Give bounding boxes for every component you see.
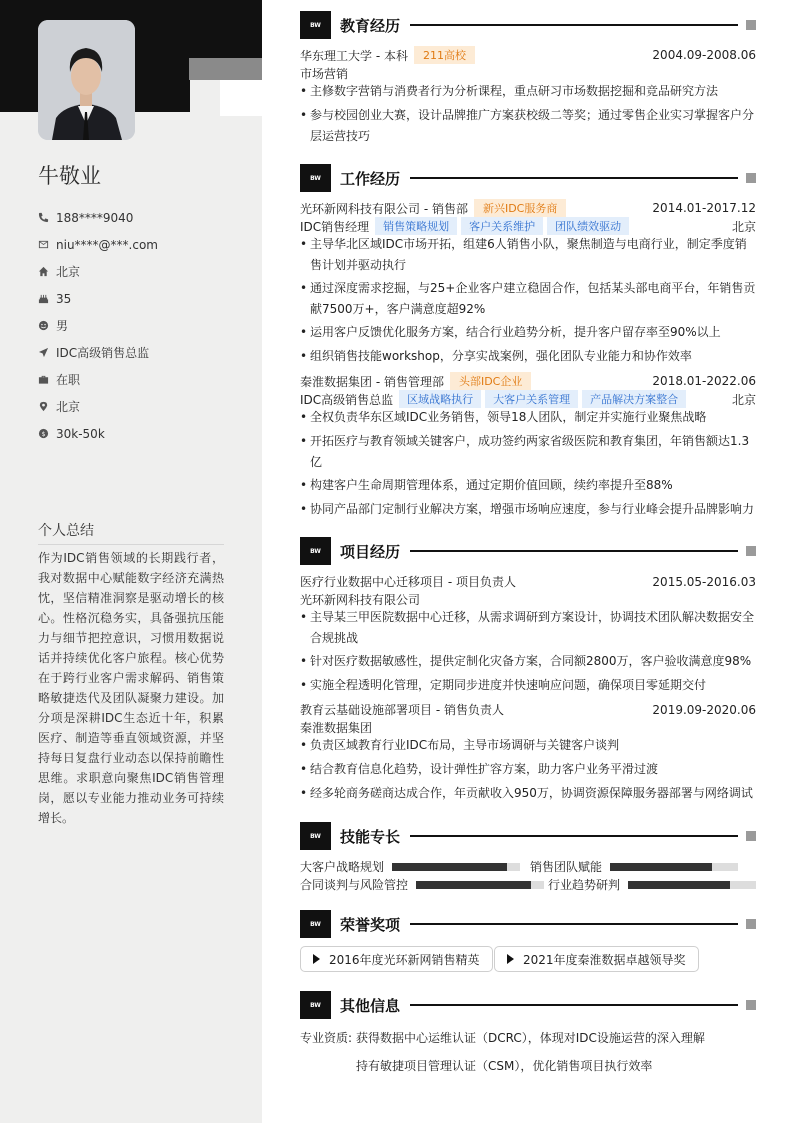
job-bullet: • 开拓医疗与教育领域关键客户，成功签约两家省级医院和教育集团，年销售额达1.3亿 — [300, 431, 756, 473]
status-text: 在职 — [56, 373, 81, 387]
skill-name: 销售团队赋能 — [530, 860, 603, 874]
header-white-block — [220, 80, 262, 116]
svg-text:$: $ — [41, 429, 46, 438]
job-city: 北京 — [731, 392, 756, 407]
section-square — [746, 173, 756, 183]
face-icon — [38, 320, 56, 331]
info-age — [38, 285, 248, 312]
location-text: 北京 — [56, 265, 81, 279]
info-gender — [38, 312, 248, 339]
job-title-row — [300, 390, 756, 408]
section-icon: BW — [300, 910, 331, 938]
project-bullet: • 实施全程透明化管理，定期同步进度并快速响应问题，确保项目零延期交付 — [300, 675, 756, 696]
skills-row — [300, 858, 756, 875]
skill-tag: 客户关系维护 — [461, 217, 543, 235]
section-skills-header — [300, 822, 756, 850]
info-phone — [38, 204, 248, 231]
job-row — [300, 372, 756, 390]
section-awards-header — [300, 910, 756, 938]
job-bullet: • 组织销售技能workshop，分享实战案例，强化团队专业能力和协作效率 — [300, 346, 756, 367]
skill-tag: 大客户关系管理 — [485, 390, 578, 408]
job-bullet: • 构建客户生命周期管理体系，通过定期价值回顾，续约率提升至88% — [300, 475, 756, 496]
job-company: 光环新网科技有限公司 - 销售部 — [300, 201, 468, 216]
education-date: 2004.09-2008.06 — [652, 48, 756, 62]
skill-name: 行业趋势研判 — [548, 878, 621, 892]
section-divider — [410, 835, 738, 837]
phone-icon — [38, 212, 56, 223]
summary-title: 个人总结 — [38, 520, 224, 545]
info-location — [38, 258, 248, 285]
gender-text: 男 — [56, 319, 69, 333]
skill-tag: 销售策略规划 — [375, 217, 457, 235]
education-bullet: • 参与校园创业大赛，设计品牌推广方案获校级二等奖；通过零售企业实习掌握客户分层运营技巧 — [300, 105, 756, 147]
play-icon — [313, 954, 320, 964]
skill-name: 合同谈判与风险管控 — [300, 878, 409, 892]
school-tag: 211高校 — [414, 46, 475, 64]
section-square — [746, 919, 756, 929]
school-name: 华东理工大学 - 本科 — [300, 48, 408, 63]
project-name: 医疗行业数据中心迁移项目 - 项目负责人 — [300, 575, 516, 589]
coin-icon — [38, 428, 56, 439]
info-email — [38, 231, 248, 258]
skill-name: 大客户战略规划 — [300, 860, 385, 874]
project-bullet: • 经多轮商务磋商达成合作，年贡献收入950万，协调资源保障服务器部署与网络调试 — [300, 783, 756, 804]
section-icon: BW — [300, 537, 331, 565]
skill-tag: 区域战略执行 — [399, 390, 481, 408]
company-tag: 头部IDC企业 — [450, 372, 531, 390]
education-row — [300, 46, 756, 64]
skill-tag: 产品解决方案整合 — [582, 390, 686, 408]
job-bullet: • 运用客户反馈优化服务方案，结合行业趋势分析，提升客户留存率至90%以上 — [300, 322, 756, 343]
send-icon — [38, 347, 56, 358]
expected-city-text: 北京 — [56, 400, 81, 414]
project-bullet: • 主导某三甲医院数据中心迁移，从需求调研到方案设计，协调技术团队解决数据安全合规挑战 — [300, 607, 756, 649]
map-pin-icon — [38, 401, 56, 412]
skill-tag: 团队绩效驱动 — [547, 217, 629, 235]
section-project-header — [300, 537, 756, 565]
section-title: 工作经历 — [340, 169, 401, 188]
section-square — [746, 831, 756, 841]
project-org-row — [300, 719, 756, 736]
info-expected-city — [38, 393, 248, 420]
sidebar — [0, 0, 262, 1123]
home-icon — [38, 266, 56, 277]
email-text: niu****@***.com — [56, 237, 158, 252]
other-label: 专业资质: — [300, 1031, 353, 1045]
section-title: 其他信息 — [340, 996, 401, 1015]
salary-text: 30k-50k — [56, 426, 105, 441]
award-item — [494, 946, 699, 972]
other-line: 持有敏捷项目管理认证（CSM），优化销售项目执行效率 — [356, 1059, 653, 1073]
project-bullet: • 针对医疗数据敏感性，提供定制化灾备方案，合同额2800万，客户验收满意度98% — [300, 651, 756, 672]
section-divider — [410, 923, 738, 925]
info-salary — [38, 420, 248, 447]
profile-photo — [38, 20, 135, 140]
section-divider — [410, 24, 738, 26]
candidate-name: 牛敬业 — [38, 164, 101, 188]
skill-bar — [610, 863, 738, 871]
job-title: IDC高级销售总监 — [300, 392, 394, 407]
age-text: 35 — [56, 291, 72, 306]
section-icon: BW — [300, 11, 331, 39]
job-bullet: • 协同产品部门定制行业解决方案，增强市场响应速度，参与行业峰会提升品牌影响力 — [300, 499, 756, 520]
major-row — [300, 65, 756, 82]
mail-icon — [38, 239, 56, 250]
section-icon: BW — [300, 822, 331, 850]
job-city: 北京 — [731, 219, 756, 234]
project-bullet: • 负责区域教育行业IDC布局，主导市场调研与关键客户谈判 — [300, 735, 756, 756]
project-name: 教育云基础设施部署项目 - 销售负责人 — [300, 703, 504, 717]
section-title: 荣誉奖项 — [340, 915, 401, 934]
section-divider — [410, 177, 738, 179]
skills-row — [300, 876, 756, 893]
award-text: 2016年度光环新网销售精英 — [329, 952, 480, 967]
section-square — [746, 1000, 756, 1010]
job-date: 2014.01-2017.12 — [652, 201, 756, 215]
project-row — [300, 573, 756, 590]
other-line: 获得数据中心运维认证（DCRC），体现对IDC设施运营的深入理解 — [356, 1031, 705, 1045]
skill-bar-fill — [416, 881, 531, 889]
section-title: 项目经历 — [340, 542, 401, 561]
play-icon — [507, 954, 514, 964]
project-row — [300, 701, 756, 718]
education-bullet: • 主修数字营销与消费者行为分析课程，重点研习市场数据挖掘和竞品研究方法 — [300, 81, 756, 102]
job-title: IDC销售经理 — [300, 219, 370, 234]
job-title-row — [300, 217, 756, 235]
section-icon: BW — [300, 164, 331, 192]
section-icon: BW — [300, 991, 331, 1019]
project-org: 光环新网科技有限公司 — [300, 593, 421, 607]
section-education-header — [300, 11, 756, 39]
project-date: 2015.05-2016.03 — [652, 574, 756, 589]
job-row — [300, 199, 756, 217]
skill-bar — [628, 881, 756, 889]
contact-info-list — [38, 204, 248, 447]
major: 市场营销 — [300, 67, 349, 81]
info-position — [38, 339, 248, 366]
skill-bar — [392, 863, 520, 871]
info-status — [38, 366, 248, 393]
summary-text: 作为IDC销售领域的长期践行者，我对数据中心赋能数字经济充满热忱，坚信精准洞察是驱动增长的核心。性格沉稳务实，具备强抗压能力与细节把控意识，习惯用数据说话并持续优化客户旅程。核心优势在于跨行业客户需求解码、销售策略敏捷迭代及团队凝聚力建设。加分项是深耕IDC生态近十年，积累医疗、制造等垂直领域资源，并坚持每日复盘行业动态以保持前瞻性思维。求职意向聚焦IDC销售管理岗，愿以专业能力推动业务可持续增长。 — [38, 551, 224, 825]
section-work-header — [300, 164, 756, 192]
company-tag: 新兴IDC服务商 — [474, 199, 566, 217]
skill-bar-fill — [610, 863, 712, 871]
phone-text: 188****9040 — [56, 210, 134, 225]
job-company: 秦淮数据集团 - 销售管理部 — [300, 374, 444, 389]
position-text: IDC高级销售总监 — [56, 346, 150, 360]
award-text: 2021年度秦淮数据卓越领导奖 — [523, 952, 686, 967]
section-square — [746, 546, 756, 556]
header-gray-block — [189, 58, 262, 80]
skill-bar-fill — [628, 881, 730, 889]
project-date: 2019.09-2020.06 — [652, 702, 756, 717]
project-org: 秦淮数据集团 — [300, 721, 373, 735]
section-title: 技能专长 — [340, 827, 401, 846]
section-other-header — [300, 991, 756, 1019]
project-org-row — [300, 591, 756, 608]
briefcase-icon — [38, 374, 56, 385]
section-divider — [410, 1004, 738, 1006]
project-bullet: • 结合教育信息化趋势，设计弹性扩容方案，助力客户业务平滑过渡 — [300, 759, 756, 780]
skill-bar — [416, 881, 544, 889]
skill-bar-fill — [392, 863, 507, 871]
job-date: 2018.01-2022.06 — [652, 374, 756, 388]
section-square — [746, 20, 756, 30]
section-divider — [410, 550, 738, 552]
job-bullet: • 主导华北区域IDC市场开拓，组建6人销售小队，聚焦制造与电商行业，制定季度销售计划并驱动执行 — [300, 234, 756, 276]
section-title: 教育经历 — [340, 16, 401, 35]
cake-icon — [38, 293, 56, 304]
job-bullet: • 全权负责华东区域IDC业务销售，领导18人团队，制定并实施行业聚焦战略 — [300, 407, 756, 428]
award-item — [300, 946, 493, 972]
job-bullet: • 通过深度需求挖掘，与25+企业客户建立稳固合作，包括某头部电商平台，年销售贡献7500万+，客户满意度超92% — [300, 278, 756, 320]
